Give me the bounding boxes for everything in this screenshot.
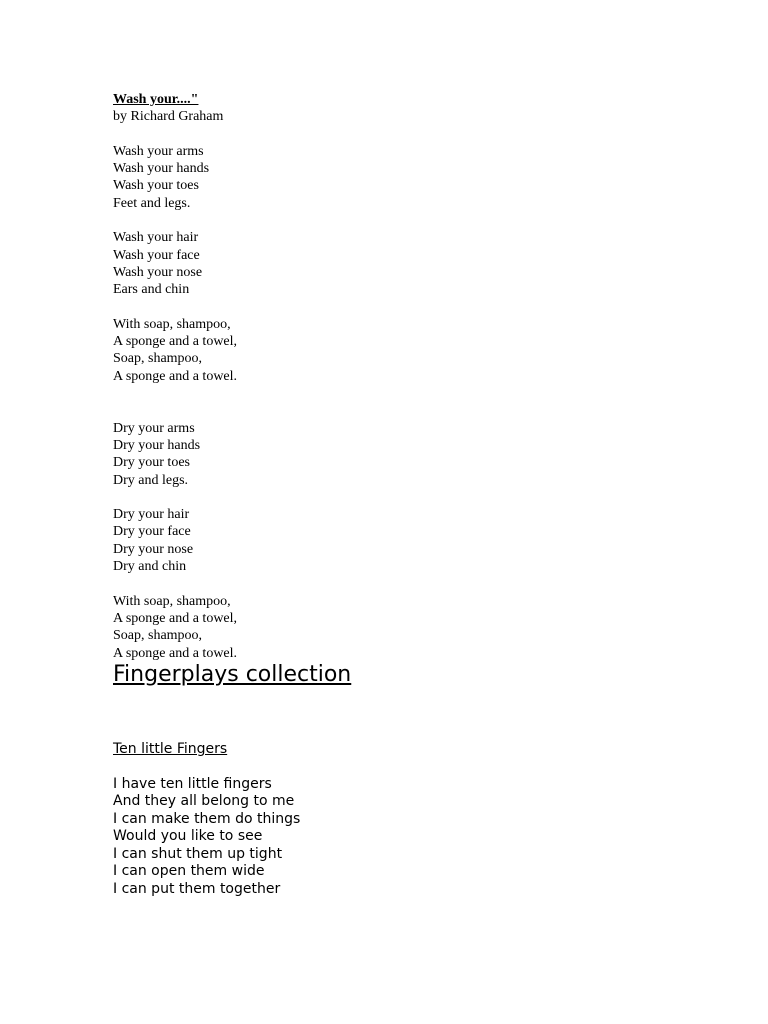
poem-author: by Richard Graham — [113, 109, 224, 125]
stanza-4 — [113, 420, 733, 489]
poem-line: Dry your hair — [113, 507, 190, 523]
poem-line: Wash your nose — [113, 264, 203, 280]
poem-line: Dry your nose — [113, 541, 194, 557]
poem-line: A sponge and a towel, — [113, 610, 238, 626]
poem-line: Dry your hands — [113, 437, 201, 453]
poem-line: And they all belong to me — [113, 793, 295, 810]
stanza-6 — [113, 593, 733, 662]
poem-line: A sponge and a towel. — [113, 645, 238, 661]
poem-line: With soap, shampoo, — [113, 593, 231, 609]
poem-line: Dry and chin — [113, 559, 187, 575]
poem-line: I have ten little fingers — [113, 775, 272, 792]
poem-line: Wash your face — [113, 247, 200, 263]
poem-line: A sponge and a towel. — [113, 368, 238, 384]
stanza-5 — [113, 506, 733, 575]
poem-line: Dry your toes — [113, 455, 190, 471]
poem-line: Dry your face — [113, 524, 191, 540]
poem-line: Wash your hands — [113, 161, 210, 177]
poem-line: With soap, shampoo, — [113, 316, 231, 332]
poem-line: I can make them do things — [113, 810, 301, 827]
document-content — [113, 91, 733, 898]
stanza-2 — [113, 229, 733, 298]
poem-ten-little-fingers — [113, 776, 733, 899]
stanza-1 — [113, 143, 733, 212]
poem-title: Wash your...." — [113, 92, 199, 107]
poem-line: Wash your arms — [113, 143, 204, 159]
stanza-3 — [113, 316, 733, 385]
poem-line: Ears and chin — [113, 282, 190, 298]
poem-line: Soap, shampoo, — [113, 351, 203, 367]
poem-title: Ten little Fingers — [113, 740, 228, 757]
poem-line: Wash your toes — [113, 178, 199, 194]
poem-line: Soap, shampoo, — [113, 628, 203, 644]
poem-line: Dry and legs. — [113, 472, 189, 488]
poem-wash-your — [113, 91, 733, 662]
collection-title: Fingerplays collection — [113, 661, 352, 687]
poem-line: Wash your hair — [113, 230, 199, 246]
poem-line: Feet and legs. — [113, 195, 191, 211]
poem-line: Would you like to see — [113, 828, 263, 845]
poem-line: I can open them wide — [113, 863, 265, 880]
poem-line: I can shut them up tight — [113, 845, 283, 862]
poem-line: Dry your arms — [113, 420, 195, 436]
poem-line: I can put them together — [113, 880, 281, 897]
poem-line: A sponge and a towel, — [113, 334, 238, 350]
